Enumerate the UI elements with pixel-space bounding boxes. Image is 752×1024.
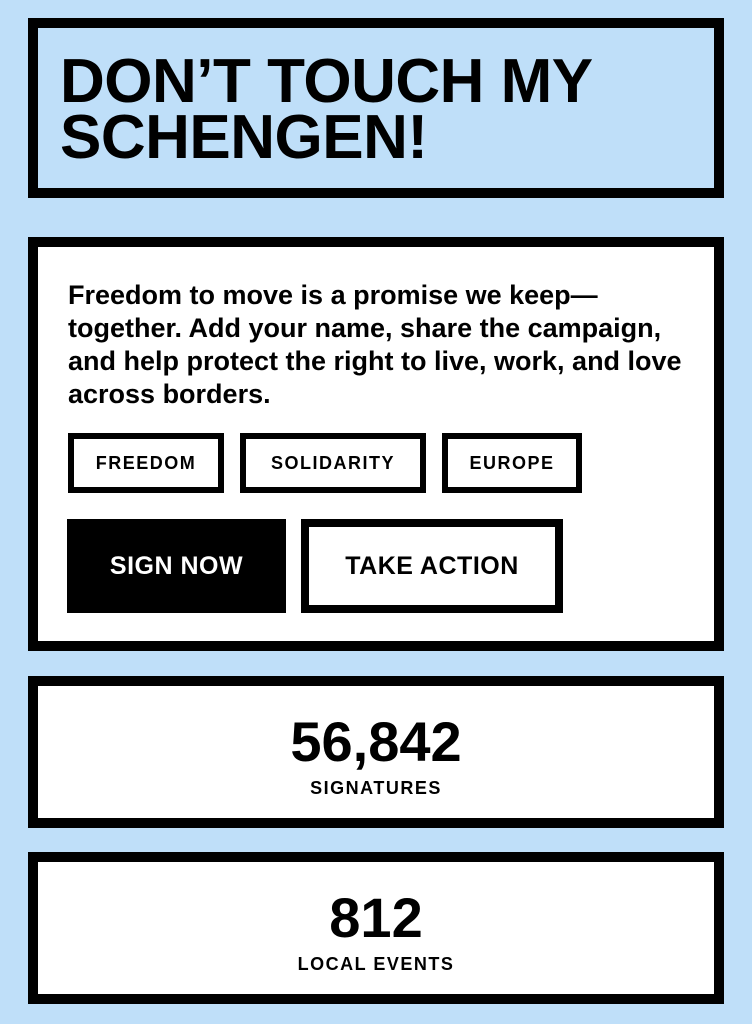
tag-freedom: FREEDOM: [68, 433, 224, 493]
page-title-line-2: SCHENGEN!: [60, 103, 428, 172]
page-title: [60, 47, 593, 172]
signatures-label: SIGNATURES: [310, 778, 442, 798]
signatures-stat-card: [28, 676, 724, 828]
campaign-intro-text: Freedom to move is a promise we keep—together. Add your name, share the campaign, and help protect the right to live, work, and love across borders.: [68, 280, 682, 409]
tag-europe: EUROPE: [442, 433, 582, 493]
hero-banner: [28, 18, 724, 198]
local-events-stat-card: [28, 852, 724, 1004]
campaign-card: [28, 237, 724, 651]
tag-solidarity: SOLIDARITY: [240, 433, 426, 493]
local-events-count: 812: [329, 886, 423, 949]
sign-now-button[interactable]: SIGN NOW: [67, 519, 286, 613]
local-events-label: LOCAL EVENTS: [297, 954, 455, 974]
page-title-line-1: DON’T TOUCH MY: [60, 47, 593, 116]
take-action-button[interactable]: TAKE ACTION: [301, 519, 563, 613]
signatures-count: 56,842: [290, 710, 462, 773]
